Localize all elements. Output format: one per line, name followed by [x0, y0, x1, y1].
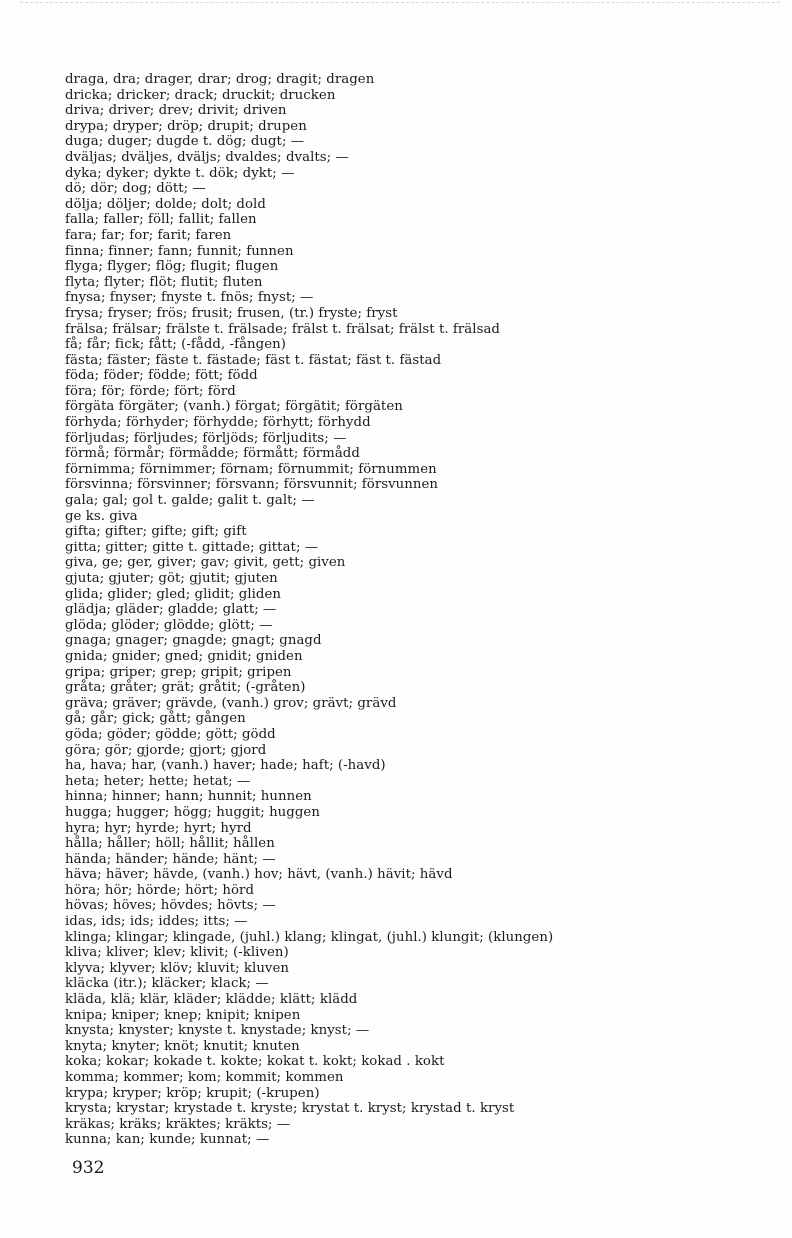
verb-entry: gå; går; gick; gått; gången — [65, 711, 246, 727]
verb-entry: finna; finner; fann; funnit; funnen — [65, 243, 294, 259]
verb-entry: föra; för; förde; fört; förd — [65, 383, 236, 399]
verb-entry: koka; kokar; kokade t. kokte; kokat t. kokt; kokad . kokt — [65, 1054, 445, 1070]
verb-entry: fara; far; for; farit; faren — [65, 227, 232, 243]
verb-entry: förmå; förmår; förmådde; förmått; förmådd — [65, 446, 360, 462]
verb-entry: göda; göder; gödde; gött; gödd — [65, 726, 276, 742]
verb-entry: driva; driver; drev; drivit; driven — [65, 103, 287, 119]
verb-entry: gräva; gräver; grävde, (vanh.) grov; grävt; grävd — [65, 695, 397, 711]
page-top-edge — [20, 2, 780, 3]
verb-entry: göra; gör; gjorde; gjort; gjord — [65, 742, 267, 758]
verb-entry: gala; gal; gol t. galde; galit t. galt; — — [65, 493, 315, 509]
verb-entry: förgäta förgäter; (vanh.) förgat; förgätit; förgäten — [65, 399, 403, 415]
verb-entry: hugga; hugger; högg; huggit; huggen — [65, 804, 320, 820]
verb-entry: gjuta; gjuter; göt; gjutit; gjuten — [65, 571, 278, 586]
verb-entry: förnimma; förnimmer; förnam; förnummit; förnummen — [65, 461, 437, 477]
verb-entry: gitta; gitter; gitte t. gittade; gittat; — — [65, 539, 319, 555]
verb-entry: kläcka (itr.); kläcker; klack; — — [65, 976, 269, 992]
verb-entry: frysa; fryser; frös; frusit; frusen, (tr.) fryste; fryst — [65, 305, 398, 321]
verb-entry: frälsa; frälsar; frälste t. frälsade; frälst t. frälsat; frälst t. frälsad — [65, 321, 500, 337]
verb-entry: drypa; dryper; dröp; drupit; drupen — [65, 118, 307, 134]
verb-entry: glädja; gläder; gladde; glatt; — — [65, 602, 277, 618]
page-number: 932 — [72, 1158, 105, 1178]
verb-entry: knysta; knyster; knyste t. knystade; knyst; — — [65, 1023, 370, 1039]
verb-entry: dyka; dyker; dykte t. dök; dykt; — — [65, 165, 295, 181]
verb-entry: krysta; krystar; krystade t. kryste; krystat t. kryst; krystad t. kryst — [65, 1101, 515, 1117]
verb-entry: komma; kommer; kom; kommit; kommen — [65, 1070, 344, 1085]
verb-entry: giva, ge; ger, giver; gav; givit, gett; given — [65, 555, 346, 571]
verb-entry: gråta; gråter; grät; gråtit; (-gråten) — [65, 680, 306, 696]
verb-entry: knyta; knyter; knöt; knutit; knuten — [65, 1038, 300, 1054]
verb-entry: hyra; hyr; hyrde; hyrt; hyrd — [65, 820, 252, 836]
verb-entry: gifta; gifter; gifte; gift; gift — [65, 524, 247, 540]
verb-entry: försvinna; försvinner; försvann; försvunnit; försvunnen — [65, 477, 439, 493]
verb-entry: dricka; dricker; drack; druckit; drucken — [65, 87, 336, 103]
verb-list — [65, 72, 705, 1148]
verb-entry: draga, dra; drager, drar; drog; dragit; dragen — [65, 72, 375, 87]
verb-entry: idas, ids; ids; iddes; itts; — — [65, 914, 248, 930]
verb-entry: höra; hör; hörde; hört; hörd — [65, 882, 255, 898]
verb-entry: klyva; klyver; klöv; kluvit; kluven — [65, 960, 290, 976]
verb-entry: fnysa; fnyser; fnyste t. fnös; fnyst; — — [65, 290, 314, 306]
verb-entry: förhyda; förhyder; förhydde; förhytt; förhydd — [65, 415, 371, 431]
verb-entry: kunna; kan; kunde; kunnat; — — [65, 1132, 270, 1148]
verb-entry: föda; föder; födde; fött; född — [65, 368, 258, 384]
verb-entry: glida; glider; gled; glidit; gliden — [65, 586, 282, 602]
verb-entry: hövas; höves; hövdes; hövts; — — [65, 898, 276, 914]
verb-entry: kliva; kliver; klev; klivit; (-kliven) — [65, 945, 289, 961]
verb-entry: dö; dör; dog; dött; — — [65, 181, 206, 197]
verb-entry: ha, hava; har, (vanh.) haver; hade; haft; (-havd) — [65, 758, 386, 774]
verb-entry: hålla; håller; höll; hållit; hållen — [65, 836, 275, 852]
verb-entry: häva; häver; hävde, (vanh.) hov; hävt, (vanh.) hävit; hävd — [65, 867, 453, 883]
verb-entry: gnida; gnider; gned; gnidit; gniden — [65, 648, 303, 664]
verb-entry: hända; händer; hände; hänt; — — [65, 851, 276, 867]
verb-entry: förljudas; förljudes; förljöds; förljudits; — — [65, 430, 347, 446]
verb-entry: gnaga; gnager; gnagde; gnagt; gnagd — [65, 633, 322, 649]
verb-entry: få; får; fick; fått; (-fådd, -fången) — [65, 337, 286, 353]
verb-entry: falla; faller; föll; fallit; fallen — [65, 212, 257, 228]
verb-entry: krypa; kryper; kröp; krupit; (-krupen) — [65, 1085, 320, 1101]
verb-entry: dölja; döljer; dolde; dolt; dold — [65, 196, 266, 212]
verb-entry: kräkas; kräks; kräktes; kräkts; — — [65, 1116, 291, 1132]
verb-entry: duga; duger; dugde t. dög; dugt; — — [65, 134, 305, 150]
verb-entry: kläda, klä; klär, kläder; klädde; klätt; klädd — [65, 992, 358, 1008]
verb-entry: flyga; flyger; flög; flugit; flugen — [65, 259, 279, 275]
verb-entry: flyta; flyter; flöt; flutit; fluten — [65, 274, 263, 290]
verb-entry: glöda; glöder; glödde; glött; — — [65, 617, 273, 633]
verb-entry: fästa; fäster; fäste t. fästade; fäst t. fästat; fäst t. fästad — [65, 352, 442, 368]
verb-entry: knipa; kniper; knep; knipit; knipen — [65, 1007, 301, 1023]
verb-entry: dväljas; dväljes, dväljs; dvaldes; dvalts; — — [65, 149, 349, 165]
verb-entry: heta; heter; hette; hetat; — — [65, 773, 251, 789]
verb-entry: hinna; hinner; hann; hunnit; hunnen — [65, 789, 312, 805]
verb-entry: klinga; klingar; klingade, (juhl.) klang; klingat, (juhl.) klungit; (klungen) — [65, 929, 554, 945]
verb-entry: ge ks. giva — [65, 508, 138, 524]
verb-entry: gripa; griper; grep; gripit; gripen — [65, 664, 292, 680]
